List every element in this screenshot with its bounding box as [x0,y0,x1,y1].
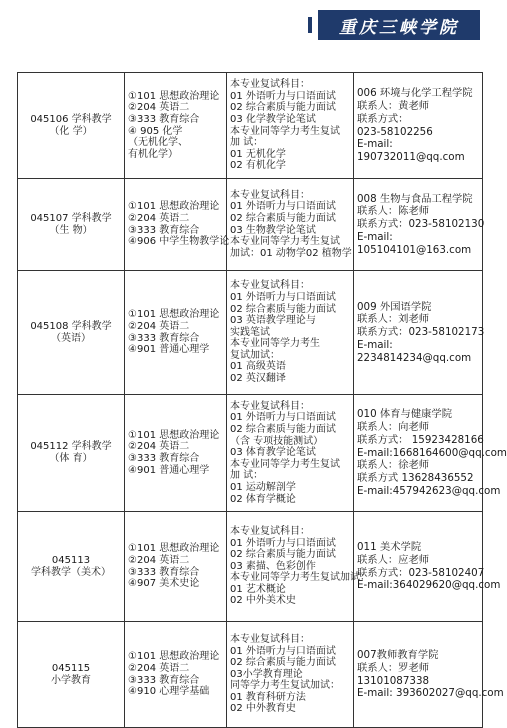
exam-subjects-line: ②204 英语二 [128,212,190,224]
exam-subjects-cell [125,271,227,395]
retest-subjects-line: 03 素描、色彩创作 [230,560,316,572]
retest-subjects-line: 本专业复试科目： [230,525,310,537]
exam-subjects-line: ②204 英语二 [128,441,190,453]
contact-line: 联系人：黄老师 [357,99,430,112]
contact-line: 006 环境与化学工程学院 [357,87,473,100]
contact-line: 007教师教育学院 [357,648,439,661]
retest-subjects-line: 02 综合素质与能力面试 [230,212,336,224]
exam-subjects-cell [125,512,227,622]
exam-subjects-line: ④906 中学生物教学论 [128,236,230,248]
exam-subjects-line: ④901 普通心理学 [128,464,210,476]
exam-subjects-line: ②204 英语二 [128,320,190,332]
exam-subjects-line: ④910 心理学基础 [128,686,210,698]
retest-subjects-line: 本专业同等学力考生复试 [230,458,340,470]
table-row [18,512,483,622]
exam-subjects-cell [125,622,227,728]
retest-subjects-cell [227,73,354,179]
exam-subjects-cell [125,179,230,271]
contact-line: 105104101@163.com [357,243,472,256]
contact-line: E-mail: [357,138,393,151]
contact-line: 联系方式： 15923428166 [357,433,484,446]
program-cell [18,179,125,271]
retest-subjects-line: 01 运动解剖学 [230,481,296,493]
program-line: 045113 [51,554,91,566]
retest-subjects-line: 本专业复试科目： [230,189,310,201]
retest-subjects-line: 02 综合素质与能力面试 [230,549,336,561]
program-cell [18,395,125,512]
retest-subjects-line: 01 外语听力与口语面试 [230,291,336,303]
exam-subjects-cell [125,73,227,179]
contact-line: E-mail:457942623@qq.com [357,484,501,497]
retest-subjects-line: 01 外语听力与口语面试 [230,645,336,657]
exam-subjects-line: ③333 教育综合 [128,566,200,578]
retest-subjects-line: 加试：01 动物学02 植物学 [230,247,352,259]
contact-line: 010 体育与健康学院 [357,408,453,421]
program-cell [18,271,125,395]
retest-subjects-line: 01 外语听力与口语面试 [230,412,336,424]
table-row [18,395,483,512]
program-line: 045107 学科教学 [30,212,112,224]
retest-subjects-cell [227,622,354,728]
retest-subjects-line: 03小学教育理论 [230,668,303,680]
retest-subjects-cell [227,512,370,622]
exam-subjects-line: ②204 英语二 [128,102,190,114]
contact-line: E-mail:364029620@qq.com [357,579,501,592]
retest-subjects-line: 03 化学教学论笔试 [230,113,316,125]
contact-line: E-mail: 393602027@qq.com [357,687,504,700]
program-line: 045108 学科教学 [30,320,112,332]
exam-subjects-line: ②204 英语二 [128,554,190,566]
retest-subjects-line: 03 体育教学论笔试 [230,447,316,459]
contact-line: 联系人：应老师 [357,553,430,566]
retest-subjects-line: 01 外语听力与口语面试 [230,537,336,549]
retest-subjects-cell [227,271,354,395]
exam-subjects-line: ①101 思想政治理论 [128,309,220,321]
retest-subjects-cell [227,179,354,271]
contact-line: 联系方式：023-58102173 [357,326,485,339]
exam-subjects-cell [125,395,227,512]
retest-subjects-line: 本专业同等学力考生复试加试： [230,572,370,584]
table-row [18,179,483,271]
exam-subjects-line: ④ 905 化学 [128,125,183,137]
retest-subjects-line: 01 外语听力与口语面试 [230,90,336,102]
exam-subjects-line: ③333 教育综合 [128,224,200,236]
exam-subjects-line: ①101 思想政治理论 [128,651,220,663]
program-line: （生 物） [49,224,93,236]
retest-subjects-line: 02 中外美术史 [230,595,296,607]
retest-subjects-line: 本专业同等学力考生复试 [230,125,340,137]
contact-line: 联系人：向老师 [357,421,430,433]
exam-subjects-line: ③333 教育综合 [128,674,200,686]
exam-subjects-line: ③333 教育综合 [128,113,200,125]
program-line: （体 育） [49,453,93,464]
program-cell [18,512,125,622]
retest-subjects-line: 本专业同等学力考生复试 [230,236,340,248]
retest-subjects-line: 加 试： [230,470,264,482]
exam-subjects-line: ①101 思想政治理论 [128,201,220,213]
table-row [18,73,483,179]
retest-subjects-line: 同等学力考生复试加试： [230,680,340,692]
exam-subjects-line: （无机化学、 [128,137,188,149]
program-line: 045106 学科教学 [30,113,112,125]
contact-cell [354,395,507,512]
contact-line: 023-58102256 [357,125,433,138]
retest-subjects-line: 03 生物教学论笔试 [230,224,316,236]
retest-subjects-line: 02 综合素质与能力面试 [230,424,336,436]
retest-subjects-line: 01 高级英语 [230,361,286,373]
exam-subjects-line: ①101 思想政治理论 [128,543,220,555]
retest-subjects-line: 本专业同等学力考生 [230,338,320,350]
program-line: 小学教育 [51,674,91,686]
contact-cell [354,73,483,179]
exam-subjects-line: ④901 普通心理学 [128,344,210,356]
table-row [18,622,483,728]
retest-subjects-line: 加 试： [230,137,264,149]
retest-subjects-line: 02 综合素质与能力面试 [230,657,336,669]
program-line: （英语） [51,332,91,344]
exam-subjects-line: ②204 英语二 [128,662,190,674]
retest-subjects-line: （含 专项技能测试） [230,435,324,447]
program-line: （化 学） [49,125,93,137]
retest-subjects-line: 01 教育科研方法 [230,691,306,703]
program-table [17,72,507,728]
contact-line: E-mail: [357,338,393,351]
program-line: 045112 学科教学 [30,441,112,453]
exam-subjects-line: 有机化学） [128,148,178,160]
contact-cell [354,512,501,622]
contact-line: 011 美术学院 [357,540,422,553]
contact-line: 联系人：罗老师 [357,661,430,674]
retest-subjects-line: 本专业复试科目： [230,400,310,412]
contact-line: E-mail: [357,230,393,243]
retest-subjects-line: 03 英语教学理论与 [230,315,316,327]
contact-cell [354,271,483,395]
program-cell [18,73,125,179]
table-row [18,271,483,395]
retest-subjects-line: 01 外语听力与口语面试 [230,201,336,213]
contact-line: 190732011@qq.com [357,151,465,164]
header-banner [318,10,480,40]
contact-line: 联系方式： [357,112,409,125]
contact-line: 联系方式 13628436552 [357,472,474,485]
retest-subjects-line: 本专业复试科目： [230,79,310,91]
program-cell [18,622,125,728]
program-line: 045115 [51,662,91,674]
contact-line: 联系人：徐老师 [357,459,430,472]
contact-line: 联系方式：023-58102407 [357,566,485,579]
contact-line: 联系方式：023-58102130 [357,218,485,231]
exam-subjects-line: ①101 思想政治理论 [128,90,220,102]
contact-line: 13101087338 [357,674,430,687]
retest-subjects-line: 02 体育学概论 [230,493,296,505]
exam-subjects-line: ③333 教育综合 [128,453,200,464]
contact-line: 联系人：陈老师 [357,205,430,218]
contact-line: 联系人：刘老师 [357,313,430,326]
retest-subjects-line: 01 艺术概论 [230,583,286,595]
contact-line: 2234814234@qq.com [357,351,472,364]
school-title: 重庆三峡学院 [339,17,459,38]
retest-subjects-line: 本专业复试科目： [230,633,310,645]
retest-subjects-line: 02 中外教育史 [230,703,296,715]
contact-line: 009 外国语学院 [357,300,432,313]
retest-subjects-line: 02 有机化学 [230,160,286,172]
exam-subjects-line: ①101 思想政治理论 [128,429,220,441]
contact-line: E-mail:1668164600@qq.com [357,446,507,459]
contact-line: 008 生物与食品工程学院 [357,192,473,205]
retest-subjects-line: 实践笔试 [230,326,270,338]
retest-subjects-line: 本专业复试科目： [230,280,310,292]
retest-subjects-line: 01 无机化学 [230,148,286,160]
exam-subjects-line: ③333 教育综合 [128,332,200,344]
exam-subjects-line: ④907 美术史论 [128,578,200,590]
retest-subjects-line: 02 综合素质与能力面试 [230,102,336,114]
contact-cell [354,179,483,271]
program-line: 学科教学（美术） [31,566,111,578]
contact-cell [354,622,504,728]
retest-subjects-line: 02 英汉翻译 [230,373,286,385]
retest-subjects-cell [227,395,354,512]
retest-subjects-line: 02 综合素质与能力面试 [230,303,336,315]
retest-subjects-line: 复试加试： [230,349,280,361]
